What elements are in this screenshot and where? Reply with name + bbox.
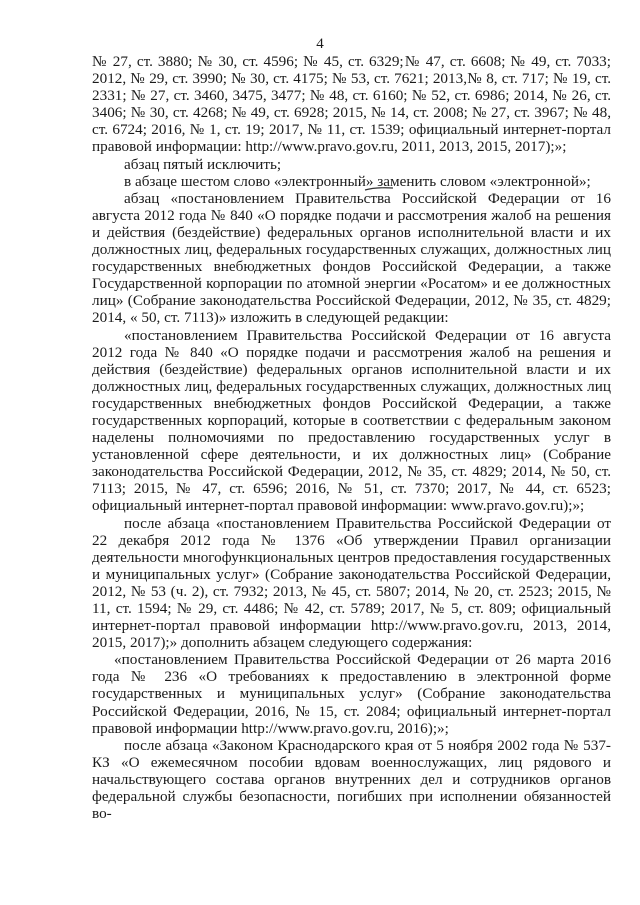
paragraph-citations-continued: № 27, ст. 3880; № 30, ст. 4596; № 45, ст. 6329;№ 47, ст. 6608; № 49, ст. 7033; 2012, № 29, ст. 3990; № 30, ст. 4175; № 53, ст. 7621; 2013,№ 8, ст. 717; № 19, ст. 2331; № 27, ст. 3460, 3475, 3477; № 48, ст. 6160; № 52, ст. 6986; 2014, № 26, ст. 3406; № 30, ст. 4268; № 49, ст. 6928; 2015, № 14, ст. 2008; № 27, ст. 3967; № 48, ст. 6724; 2016, № 1, ст. 19; 2017, № 11, ст. 1539; официальный интернет-портал правовой информации: http://www.pravo.gov.ru, 2011, 2013, 2015, 2017);»; xyxy=(92,53,611,156)
paragraph-new-edition-840: «постановлением Правительства Российской Федерации от 16 августа 2012 года № 840 «О порядке подачи и рассмотрения жалоб на решения и действия (бездействие) федеральных органов исполнительной власти и их должностных лиц, федеральных государственных служащих, должностных лиц государственных внебюджетных фондов Российской Федерации, а также государственных корпораций, которые в соответствии с федеральным законом наделены полномочиями по предоставлению государственных услуг в установленной сфере деятельности, и их должностных лиц» (Собрание законодательства Российской Федерации, 2012, № 35, ст. 4829; 2014, № 50, ст. 7113; 2015, № 47, ст. 6596; 2016, № 51, ст. 7370; 2017, № 44, ст. 6523; официальный интернет-портал правовой информации: www.pravo.gov.ru);»; xyxy=(92,326,611,515)
paragraph-resolution-840: абзац «постановлением Правительства Российской Федерации от 16 августа 2012 года № 840 «О порядке подачи и рассмотрения жалоб на решения и действия (бездействие) федеральных органов исполнительной власти и их должностных лиц, федеральных государственных служащих, должностных лиц государственных внебюджетных фондов Российской Федерации, а также Государственной корпорации по атомной энергии «Росатом» и ее должностных лиц» (Собрание законодательства Российской Федерации, 2012, № 35, ст. 4829; 2014, « 50, ст. 7113)» изложить в следующей редакции: xyxy=(92,189,611,327)
paragraph-after-1376: после абзаца «постановлением Правительства Российской Федерации от 22 декабря 2012 года № 1376 «Об утверждении Правил организации деятельности многофункциональных центров предоставления государственных и муниципальных услуг» (Собрание законодательства Российской Федерации, 2012, № 53 (ч. 2), ст. 7932; 2013, № 45, ст. 5807; 2014, № 20, ст. 2523; 2015, № 11, ст. 1594; № 29, ст. 4486; № 42, ст. 5789; 2017, № 5, ст. 809; официальный интернет-портал правовой информации http://www.pravo.gov.ru, 2013, 2014, 2015, 2017);» дополнить абзацем следующего содержания: xyxy=(92,514,611,652)
paragraph-resolution-236: «постановлением Правительства Российской Федерации от 26 марта 2016 года № 236 «О требованиях к предоставлению в электронной форме государственных и муниципальных услуг» (Собрание законодательства Российской Федерации, 2016, № 15, ст. 2084; официальный интернет-портал правовой информации http://www.pravo.gov.ru, 2016);»; xyxy=(92,651,611,737)
document-body xyxy=(92,53,611,822)
page-number: 4 xyxy=(316,36,324,52)
paragraph-exclude-fifth: абзац пятый исключить; xyxy=(124,155,282,173)
paragraph-law-537: после абзаца «Законом Краснодарского края от 5 ноября 2002 года № 537-КЗ «О ежемесячном пособии вдовам военнослужащих, лиц рядового и начальствующего состава органов внутренних дел и сотрудников органов федеральной службы безопасности, погибших при исполнении обязанностей во- xyxy=(92,736,611,823)
paragraph-sixth-replace: в абзаце шестом слово «электронный» заменить словом «электронной»; xyxy=(124,172,591,190)
